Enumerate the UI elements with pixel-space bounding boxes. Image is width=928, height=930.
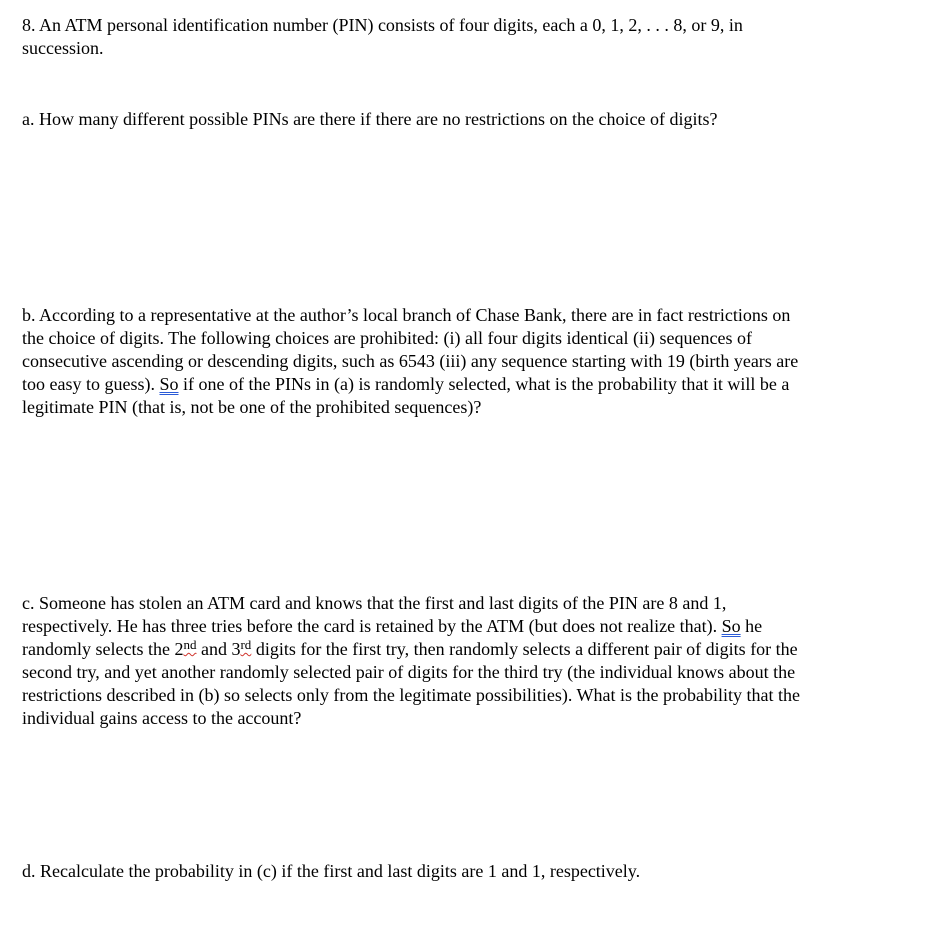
- text-run: if one of the PINs in (a) is randomly selected, what is the probability that it will be a: [178, 374, 790, 394]
- spelling-flag-nd: nd: [183, 637, 197, 652]
- text-run: randomly selects the 2: [22, 639, 184, 659]
- intro-line: succession.: [22, 38, 104, 58]
- part-b-line: b. According to a representative at the author’s local branch of Chase Bank, there are in fact restrictions on: [22, 305, 791, 325]
- text-run: he: [740, 616, 763, 636]
- part-b-line: legitimate PIN (that is, not be one of the prohibited sequences)?: [22, 397, 482, 417]
- question-part-b: [22, 304, 912, 419]
- grammar-flag-so: So: [721, 616, 741, 636]
- part-c-line: restrictions described in (b) so selects only from the legitimate possibilities). What is the probability that the: [22, 685, 800, 705]
- part-d-line: d. Recalculate the probability in (c) if the first and last digits are 1 and 1, respectively.: [22, 861, 641, 881]
- part-c-line: second try, and yet another randomly selected pair of digits for the third try (the individual knows about the: [22, 662, 796, 682]
- text-run: digits for the first try, then randomly selects a different pair of digits for the: [251, 639, 798, 659]
- question-part-d: [22, 860, 912, 883]
- question-part-a: [22, 108, 912, 131]
- part-c-line: individual gains access to the account?: [22, 708, 302, 728]
- text-run: respectively. He has three tries before the card is retained by the ATM (but does not realize that).: [22, 616, 722, 636]
- part-b-line: the choice of digits. The following choices are prohibited: (i) all four digits identical (ii) sequences of: [22, 328, 752, 348]
- text-run: too easy to guess).: [22, 374, 160, 394]
- part-b-line: [22, 373, 912, 396]
- part-c-line: [22, 615, 912, 638]
- part-c-line: [22, 638, 912, 661]
- text-run: and 3: [196, 639, 241, 659]
- question-part-c: [22, 592, 912, 730]
- part-c-line: c. Someone has stolen an ATM card and knows that the first and last digits of the PIN are 8 and 1,: [22, 593, 727, 613]
- grammar-flag-so: So: [159, 374, 179, 394]
- spelling-flag-rd: rd: [240, 637, 252, 652]
- part-a-line: a. How many different possible PINs are there if there are no restrictions on the choice of digits?: [22, 109, 718, 129]
- problem-intro: [22, 14, 912, 60]
- part-b-line: consecutive ascending or descending digits, such as 6543 (iii) any sequence starting with 19 (birth years are: [22, 351, 799, 371]
- intro-line: 8. An ATM personal identification number (PIN) consists of four digits, each a 0, 1, 2, . . . 8, or 9, in: [22, 15, 743, 35]
